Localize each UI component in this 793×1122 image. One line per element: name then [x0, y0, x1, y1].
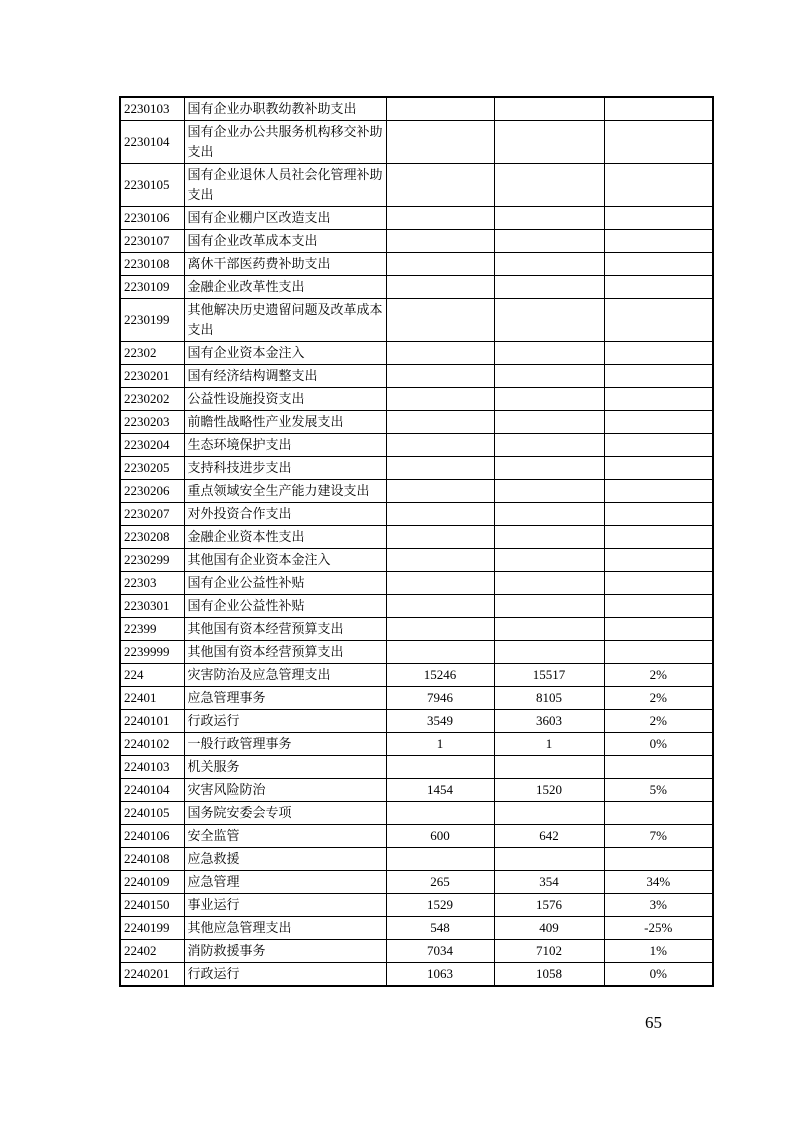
- row-name: 其他国有资本经营预算支出: [184, 641, 386, 664]
- row-percent: [604, 480, 713, 503]
- table-row: [120, 549, 713, 572]
- row-name: 前瞻性战略性产业发展支出: [184, 411, 386, 434]
- row-code: 22401: [120, 687, 184, 710]
- row-value-1: 1454: [386, 779, 494, 802]
- table-row: [120, 871, 713, 894]
- row-value-2: 7102: [494, 940, 604, 963]
- row-percent: [604, 595, 713, 618]
- row-value-2: [494, 802, 604, 825]
- row-value-2: [494, 411, 604, 434]
- row-code: 2230109: [120, 276, 184, 299]
- row-value-2: 1: [494, 733, 604, 756]
- row-value-1: 3549: [386, 710, 494, 733]
- row-code: 2230107: [120, 230, 184, 253]
- row-name: 国有企业公益性补贴: [184, 595, 386, 618]
- table-row: [120, 779, 713, 802]
- page-number: 65: [645, 1013, 662, 1032]
- row-code: 2230104: [120, 121, 184, 164]
- row-name: 灾害风险防治: [184, 779, 386, 802]
- row-value-1: [386, 572, 494, 595]
- row-code: 2230199: [120, 299, 184, 342]
- table-row: [120, 230, 713, 253]
- row-value-1: [386, 253, 494, 276]
- row-value-2: [494, 388, 604, 411]
- row-code: 2230299: [120, 549, 184, 572]
- row-name: 国有企业办职教幼教补助支出: [184, 97, 386, 121]
- row-code: 2240106: [120, 825, 184, 848]
- row-value-1: [386, 457, 494, 480]
- row-value-2: [494, 595, 604, 618]
- table-row: [120, 526, 713, 549]
- row-name: 国有企业公益性补贴: [184, 572, 386, 595]
- row-value-2: [494, 230, 604, 253]
- row-value-2: [494, 457, 604, 480]
- row-percent: 1%: [604, 940, 713, 963]
- row-percent: 0%: [604, 733, 713, 756]
- row-code: 2230301: [120, 595, 184, 618]
- row-name: 公益性设施投资支出: [184, 388, 386, 411]
- row-value-1: 1063: [386, 963, 494, 987]
- row-percent: [604, 388, 713, 411]
- row-name: 一般行政管理事务: [184, 733, 386, 756]
- row-percent: [604, 207, 713, 230]
- table-row: [120, 917, 713, 940]
- row-name: 国有经济结构调整支出: [184, 365, 386, 388]
- row-code: 22402: [120, 940, 184, 963]
- row-percent: 2%: [604, 687, 713, 710]
- row-value-2: 409: [494, 917, 604, 940]
- row-percent: [604, 164, 713, 207]
- row-name: 其他国有资本经营预算支出: [184, 618, 386, 641]
- row-code: 2230106: [120, 207, 184, 230]
- row-name: 重点领域安全生产能力建设支出: [184, 480, 386, 503]
- row-percent: [604, 848, 713, 871]
- row-code: 2230207: [120, 503, 184, 526]
- row-name: 灾害防治及应急管理支出: [184, 664, 386, 687]
- row-percent: 5%: [604, 779, 713, 802]
- row-code: 2240103: [120, 756, 184, 779]
- row-percent: [604, 299, 713, 342]
- row-value-2: [494, 756, 604, 779]
- row-value-2: [494, 253, 604, 276]
- row-code: 22302: [120, 342, 184, 365]
- table-row: [120, 503, 713, 526]
- row-name: 生态环境保护支出: [184, 434, 386, 457]
- row-value-1: [386, 411, 494, 434]
- row-value-2: [494, 503, 604, 526]
- row-percent: 0%: [604, 963, 713, 987]
- row-name: 消防救援事务: [184, 940, 386, 963]
- row-value-2: 8105: [494, 687, 604, 710]
- row-name: 国有企业资本金注入: [184, 342, 386, 365]
- row-percent: [604, 756, 713, 779]
- row-name: 对外投资合作支出: [184, 503, 386, 526]
- row-name: 应急救援: [184, 848, 386, 871]
- row-value-2: [494, 572, 604, 595]
- row-value-2: 354: [494, 871, 604, 894]
- row-value-1: [386, 848, 494, 871]
- row-name: 其他国有企业资本金注入: [184, 549, 386, 572]
- table-row: [120, 164, 713, 207]
- table-row: [120, 365, 713, 388]
- table-row: [120, 434, 713, 457]
- row-value-1: 1529: [386, 894, 494, 917]
- row-percent: [604, 457, 713, 480]
- row-percent: [604, 230, 713, 253]
- table-row: [120, 710, 713, 733]
- row-value-1: [386, 97, 494, 121]
- row-value-2: [494, 207, 604, 230]
- row-value-2: 1520: [494, 779, 604, 802]
- row-code: 2240105: [120, 802, 184, 825]
- row-value-2: [494, 480, 604, 503]
- row-percent: [604, 253, 713, 276]
- row-code: 2230202: [120, 388, 184, 411]
- row-value-1: 15246: [386, 664, 494, 687]
- row-value-1: 7034: [386, 940, 494, 963]
- row-percent: [604, 434, 713, 457]
- row-name: 国务院安委会专项: [184, 802, 386, 825]
- row-value-2: [494, 97, 604, 121]
- row-value-2: [494, 526, 604, 549]
- row-percent: [604, 97, 713, 121]
- row-percent: -25%: [604, 917, 713, 940]
- row-value-2: [494, 848, 604, 871]
- table-row: [120, 756, 713, 779]
- row-percent: [604, 618, 713, 641]
- row-percent: 2%: [604, 710, 713, 733]
- row-value-1: [386, 276, 494, 299]
- row-value-1: [386, 342, 494, 365]
- row-percent: [604, 526, 713, 549]
- row-value-2: [494, 299, 604, 342]
- table-row: [120, 848, 713, 871]
- table-row: [120, 894, 713, 917]
- row-name: 国有企业棚户区改造支出: [184, 207, 386, 230]
- row-percent: [604, 276, 713, 299]
- row-value-1: [386, 503, 494, 526]
- row-value-2: 642: [494, 825, 604, 848]
- row-value-1: [386, 595, 494, 618]
- row-value-1: [386, 299, 494, 342]
- table-row: [120, 253, 713, 276]
- row-name: 行政运行: [184, 963, 386, 987]
- row-value-1: [386, 230, 494, 253]
- table-row: [120, 618, 713, 641]
- row-name: 支持科技进步支出: [184, 457, 386, 480]
- table-row: [120, 121, 713, 164]
- table-row: [120, 299, 713, 342]
- row-code: 2230206: [120, 480, 184, 503]
- row-code: 2230201: [120, 365, 184, 388]
- row-value-2: 1058: [494, 963, 604, 987]
- row-value-2: [494, 164, 604, 207]
- budget-table-body: [120, 97, 713, 986]
- row-name: 离休干部医药费补助支出: [184, 253, 386, 276]
- row-value-1: [386, 756, 494, 779]
- row-value-1: [386, 549, 494, 572]
- row-value-2: [494, 434, 604, 457]
- row-percent: [604, 549, 713, 572]
- table-row: [120, 411, 713, 434]
- row-code: 2240108: [120, 848, 184, 871]
- row-code: 2240109: [120, 871, 184, 894]
- table-row: [120, 207, 713, 230]
- row-percent: [604, 503, 713, 526]
- row-code: 2240201: [120, 963, 184, 987]
- table-row: [120, 664, 713, 687]
- row-name: 机关服务: [184, 756, 386, 779]
- row-code: 2230204: [120, 434, 184, 457]
- row-name: 国有企业办公共服务机构移交补助支出: [184, 121, 386, 164]
- row-value-2: [494, 641, 604, 664]
- row-percent: [604, 641, 713, 664]
- table-row: [120, 733, 713, 756]
- row-value-1: [386, 480, 494, 503]
- row-value-2: [494, 342, 604, 365]
- row-name: 其他解决历史遗留问题及改革成本支出: [184, 299, 386, 342]
- row-percent: [604, 802, 713, 825]
- row-value-1: [386, 434, 494, 457]
- row-code: 2230208: [120, 526, 184, 549]
- row-code: 2230108: [120, 253, 184, 276]
- row-name: 应急管理: [184, 871, 386, 894]
- row-name: 其他应急管理支出: [184, 917, 386, 940]
- row-value-2: 1576: [494, 894, 604, 917]
- row-value-1: [386, 207, 494, 230]
- row-code: 2230103: [120, 97, 184, 121]
- row-value-2: [494, 549, 604, 572]
- row-code: 2240102: [120, 733, 184, 756]
- table-row: [120, 687, 713, 710]
- row-value-1: [386, 121, 494, 164]
- row-percent: 34%: [604, 871, 713, 894]
- row-value-1: 265: [386, 871, 494, 894]
- row-percent: 2%: [604, 664, 713, 687]
- row-percent: [604, 411, 713, 434]
- table-row: [120, 825, 713, 848]
- row-value-1: [386, 641, 494, 664]
- row-name: 国有企业退休人员社会化管理补助支出: [184, 164, 386, 207]
- row-name: 事业运行: [184, 894, 386, 917]
- row-percent: 3%: [604, 894, 713, 917]
- row-name: 安全监管: [184, 825, 386, 848]
- row-code: 2240104: [120, 779, 184, 802]
- row-value-1: 600: [386, 825, 494, 848]
- row-code: 2239999: [120, 641, 184, 664]
- row-code: 2240199: [120, 917, 184, 940]
- table-row: [120, 276, 713, 299]
- row-code: 2230203: [120, 411, 184, 434]
- row-value-1: [386, 802, 494, 825]
- row-value-1: [386, 618, 494, 641]
- row-code: 22303: [120, 572, 184, 595]
- row-value-1: 1: [386, 733, 494, 756]
- table-row: [120, 963, 713, 987]
- row-code: 2230105: [120, 164, 184, 207]
- table-row: [120, 457, 713, 480]
- row-value-1: [386, 164, 494, 207]
- table-row: [120, 97, 713, 121]
- row-name: 金融企业资本性支出: [184, 526, 386, 549]
- row-name: 金融企业改革性支出: [184, 276, 386, 299]
- row-value-2: [494, 121, 604, 164]
- table-row: [120, 595, 713, 618]
- table-row: [120, 572, 713, 595]
- row-percent: [604, 121, 713, 164]
- row-code: 2240101: [120, 710, 184, 733]
- row-value-1: 548: [386, 917, 494, 940]
- row-value-1: [386, 388, 494, 411]
- row-name: 应急管理事务: [184, 687, 386, 710]
- row-code: 224: [120, 664, 184, 687]
- row-percent: [604, 342, 713, 365]
- row-code: 2240150: [120, 894, 184, 917]
- table-row: [120, 940, 713, 963]
- row-value-1: [386, 526, 494, 549]
- row-value-2: [494, 276, 604, 299]
- table-row: [120, 480, 713, 503]
- row-value-1: [386, 365, 494, 388]
- row-value-2: [494, 618, 604, 641]
- table-row: [120, 342, 713, 365]
- table-row: [120, 802, 713, 825]
- table-row: [120, 641, 713, 664]
- row-value-2: 3603: [494, 710, 604, 733]
- row-value-2: 15517: [494, 664, 604, 687]
- table-row: [120, 388, 713, 411]
- row-name: 国有企业改革成本支出: [184, 230, 386, 253]
- row-percent: [604, 572, 713, 595]
- row-percent: 7%: [604, 825, 713, 848]
- row-code: 2230205: [120, 457, 184, 480]
- row-percent: [604, 365, 713, 388]
- budget-table: [119, 96, 714, 987]
- row-value-1: 7946: [386, 687, 494, 710]
- row-value-2: [494, 365, 604, 388]
- row-code: 22399: [120, 618, 184, 641]
- row-name: 行政运行: [184, 710, 386, 733]
